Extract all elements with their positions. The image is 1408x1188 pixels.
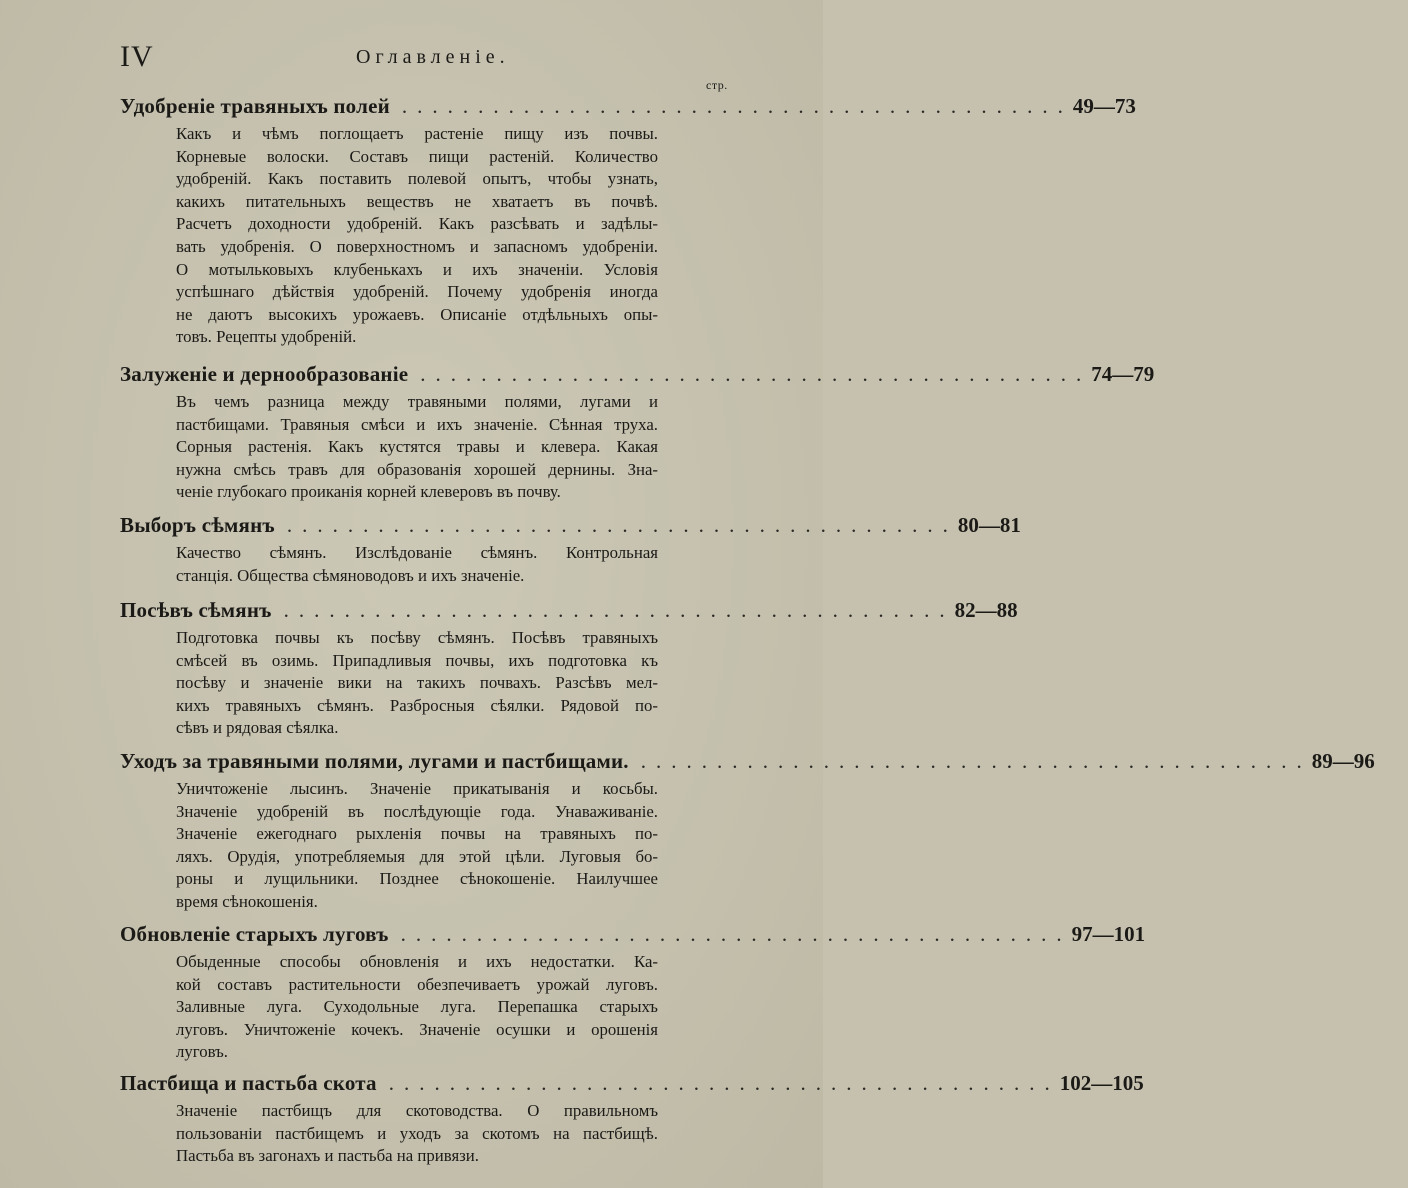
- description-line: ляхъ. Орудія, употребляемыя для этой цѣли. Луговыя бо-: [176, 846, 658, 866]
- toc-entry-pages: 102—105: [1059, 1071, 1144, 1095]
- description-line: успѣшнаго дѣйствія удобреній. Почему удобренія иногда: [176, 282, 658, 302]
- pages-column-label: стр.: [706, 78, 728, 92]
- description-line: Обыденные способы обновленія и ихъ недостатки. Ка-: [176, 952, 658, 971]
- description-line: пользованіи пастбищемъ и уходъ за скотомъ на пастбищѣ.: [176, 1123, 658, 1143]
- description-line: Значеніе ежегоднаго рыхленія почвы на травяныхъ по-: [176, 824, 658, 844]
- description-line: удобреній. Какъ поставить полевой опытъ, чтобы узнать,: [176, 169, 658, 189]
- leader-dots: ............................................: [640, 749, 1312, 773]
- toc-entry-description: [176, 951, 658, 1064]
- description-line: кихъ травяныхъ сѣмянъ. Разбросныя сѣялки. Рядовой по-: [176, 695, 658, 715]
- toc-entry-heading: [120, 1071, 1144, 1096]
- page-title: Оглавленіе.: [356, 46, 510, 68]
- toc-entry-description: [176, 627, 658, 740]
- description-line: луговъ.: [176, 1042, 228, 1062]
- toc-entry-title: Пастбища и пастьба скота: [120, 1071, 377, 1095]
- description-line: Въ чемъ разница между травяными полями, лугами и: [176, 392, 658, 411]
- leader-dots: ............................................: [286, 513, 958, 537]
- description-line: смѣсей въ озимь. Припадливыя почвы, ихъ подготовка къ: [176, 650, 658, 670]
- description-line: Подготовка почвы къ посѣву сѣмянъ. Посѣвъ травяныхъ: [176, 628, 658, 647]
- toc-entry-pages: 97—101: [1071, 922, 1146, 946]
- toc-entry: [120, 598, 1018, 740]
- toc-entry-pages: 89—96: [1311, 749, 1375, 773]
- description-line: посѣву и значеніе вики на такихъ почвахъ. Разсѣвъ мел-: [176, 673, 658, 693]
- leader-dots: ............................................: [283, 598, 955, 622]
- toc-entry: [120, 362, 1155, 504]
- description-line: Заливные луга. Суходольные луга. Перепашка старыхъ: [176, 997, 658, 1017]
- toc-entry: [120, 1071, 1144, 1168]
- description-line: Значеніе удобреній въ послѣдующіе года. Унаваживаніе.: [176, 801, 658, 821]
- description-line: Расчетъ доходности удобреній. Какъ разсѣвать и задѣлы-: [176, 214, 658, 234]
- toc-entry-title: Выборъ сѣмянъ: [120, 513, 275, 537]
- description-line: пастбищами. Травяныя смѣси и ихъ значеніе. Сѣнная труха.: [176, 414, 658, 434]
- description-line: время сѣнокошенія.: [176, 891, 318, 911]
- toc-entry-heading: [120, 94, 1136, 119]
- description-line: какихъ питательныхъ веществъ не хватаетъ въ почвѣ.: [176, 191, 658, 211]
- description-line: Уничтоженіе лысинъ. Значеніе прикатыванія и косьбы.: [176, 779, 658, 798]
- leader-dots: ............................................: [420, 362, 1092, 386]
- toc-entry-title: Удобреніе травяныхъ полей: [120, 94, 390, 118]
- description-line: Значеніе пастбищъ для скотоводства. О правильномъ: [176, 1101, 658, 1120]
- toc-entry-description: [176, 123, 658, 349]
- leader-dots: ............................................: [400, 922, 1072, 946]
- description-line: станція. Общества сѣмяноводовъ и ихъ значеніе.: [176, 565, 525, 585]
- description-line: не даютъ высокихъ урожаевъ. Описаніе отдѣльныхъ опы-: [176, 304, 658, 324]
- toc-entry-heading: [120, 598, 1018, 623]
- toc-entry-heading: [120, 362, 1155, 387]
- description-line: Какъ и чѣмъ поглощаетъ растеніе пищу изъ почвы.: [176, 124, 658, 143]
- description-line: сѣвъ и рядовая сѣялка.: [176, 718, 339, 738]
- toc-entry: [120, 922, 1146, 1064]
- description-line: товъ. Рецепты удобреній.: [176, 327, 357, 347]
- toc-entry-title: Уходъ за травяными полями, лугами и пастбищами.: [120, 749, 629, 773]
- toc-entry-heading: [120, 749, 1375, 774]
- toc-entry-title: Обновленіе старыхъ луговъ: [120, 922, 389, 946]
- toc-entry-pages: 80—81: [957, 513, 1021, 537]
- description-line: луговъ. Уничтоженіе кочекъ. Значеніе осушки и орошенія: [176, 1019, 658, 1039]
- toc-entry: [120, 513, 1021, 587]
- description-line: Пастьба въ загонахъ и пастьба на привязи.: [176, 1146, 479, 1166]
- toc-entry-title: Посѣвъ сѣмянъ: [120, 598, 272, 622]
- toc-entry-pages: 82—88: [954, 598, 1018, 622]
- toc-entry-pages: 49—73: [1072, 94, 1136, 118]
- description-line: Качество сѣмянъ. Изслѣдованіе сѣмянъ. Контрольная: [176, 543, 658, 562]
- description-line: ченіе глубокаго проиканія корней клеверовъ въ почву.: [176, 482, 561, 502]
- description-line: кой составъ растительности обезпечиваетъ урожай луговъ.: [176, 974, 658, 994]
- description-line: Корневые волоски. Составъ пищи растеній. Количество: [176, 146, 658, 166]
- toc-entry: [120, 94, 1136, 349]
- toc-entry: [120, 749, 1375, 914]
- toc-entry-heading: [120, 513, 1021, 538]
- leader-dots: ............................................: [388, 1071, 1060, 1095]
- toc-entry-pages: 74—79: [1091, 362, 1155, 386]
- toc-entry-title: Залуженіе и дернообразованіе: [120, 362, 409, 386]
- toc-entry-description: [176, 542, 658, 587]
- toc-entry-description: [176, 1100, 658, 1168]
- toc-entry-description: [176, 391, 658, 504]
- description-line: нужна смѣсь травъ для образованія хорошей дернины. Зна-: [176, 459, 658, 479]
- toc-entry-description: [176, 778, 658, 914]
- page-number: IV: [120, 40, 154, 73]
- description-line: Сорныя растенія. Какъ кустятся травы и клевера. Какая: [176, 437, 658, 457]
- description-line: О мотыльковыхъ клубенькахъ и ихъ значеніи. Условія: [176, 259, 658, 279]
- description-line: роны и лущильники. Позднее сѣнокошеніе. Наилучшее: [176, 869, 658, 889]
- toc-entry-heading: [120, 922, 1146, 947]
- leader-dots: ............................................: [401, 94, 1073, 118]
- description-line: вать удобренія. О поверхностномъ и запасномъ удобреніи.: [176, 236, 658, 256]
